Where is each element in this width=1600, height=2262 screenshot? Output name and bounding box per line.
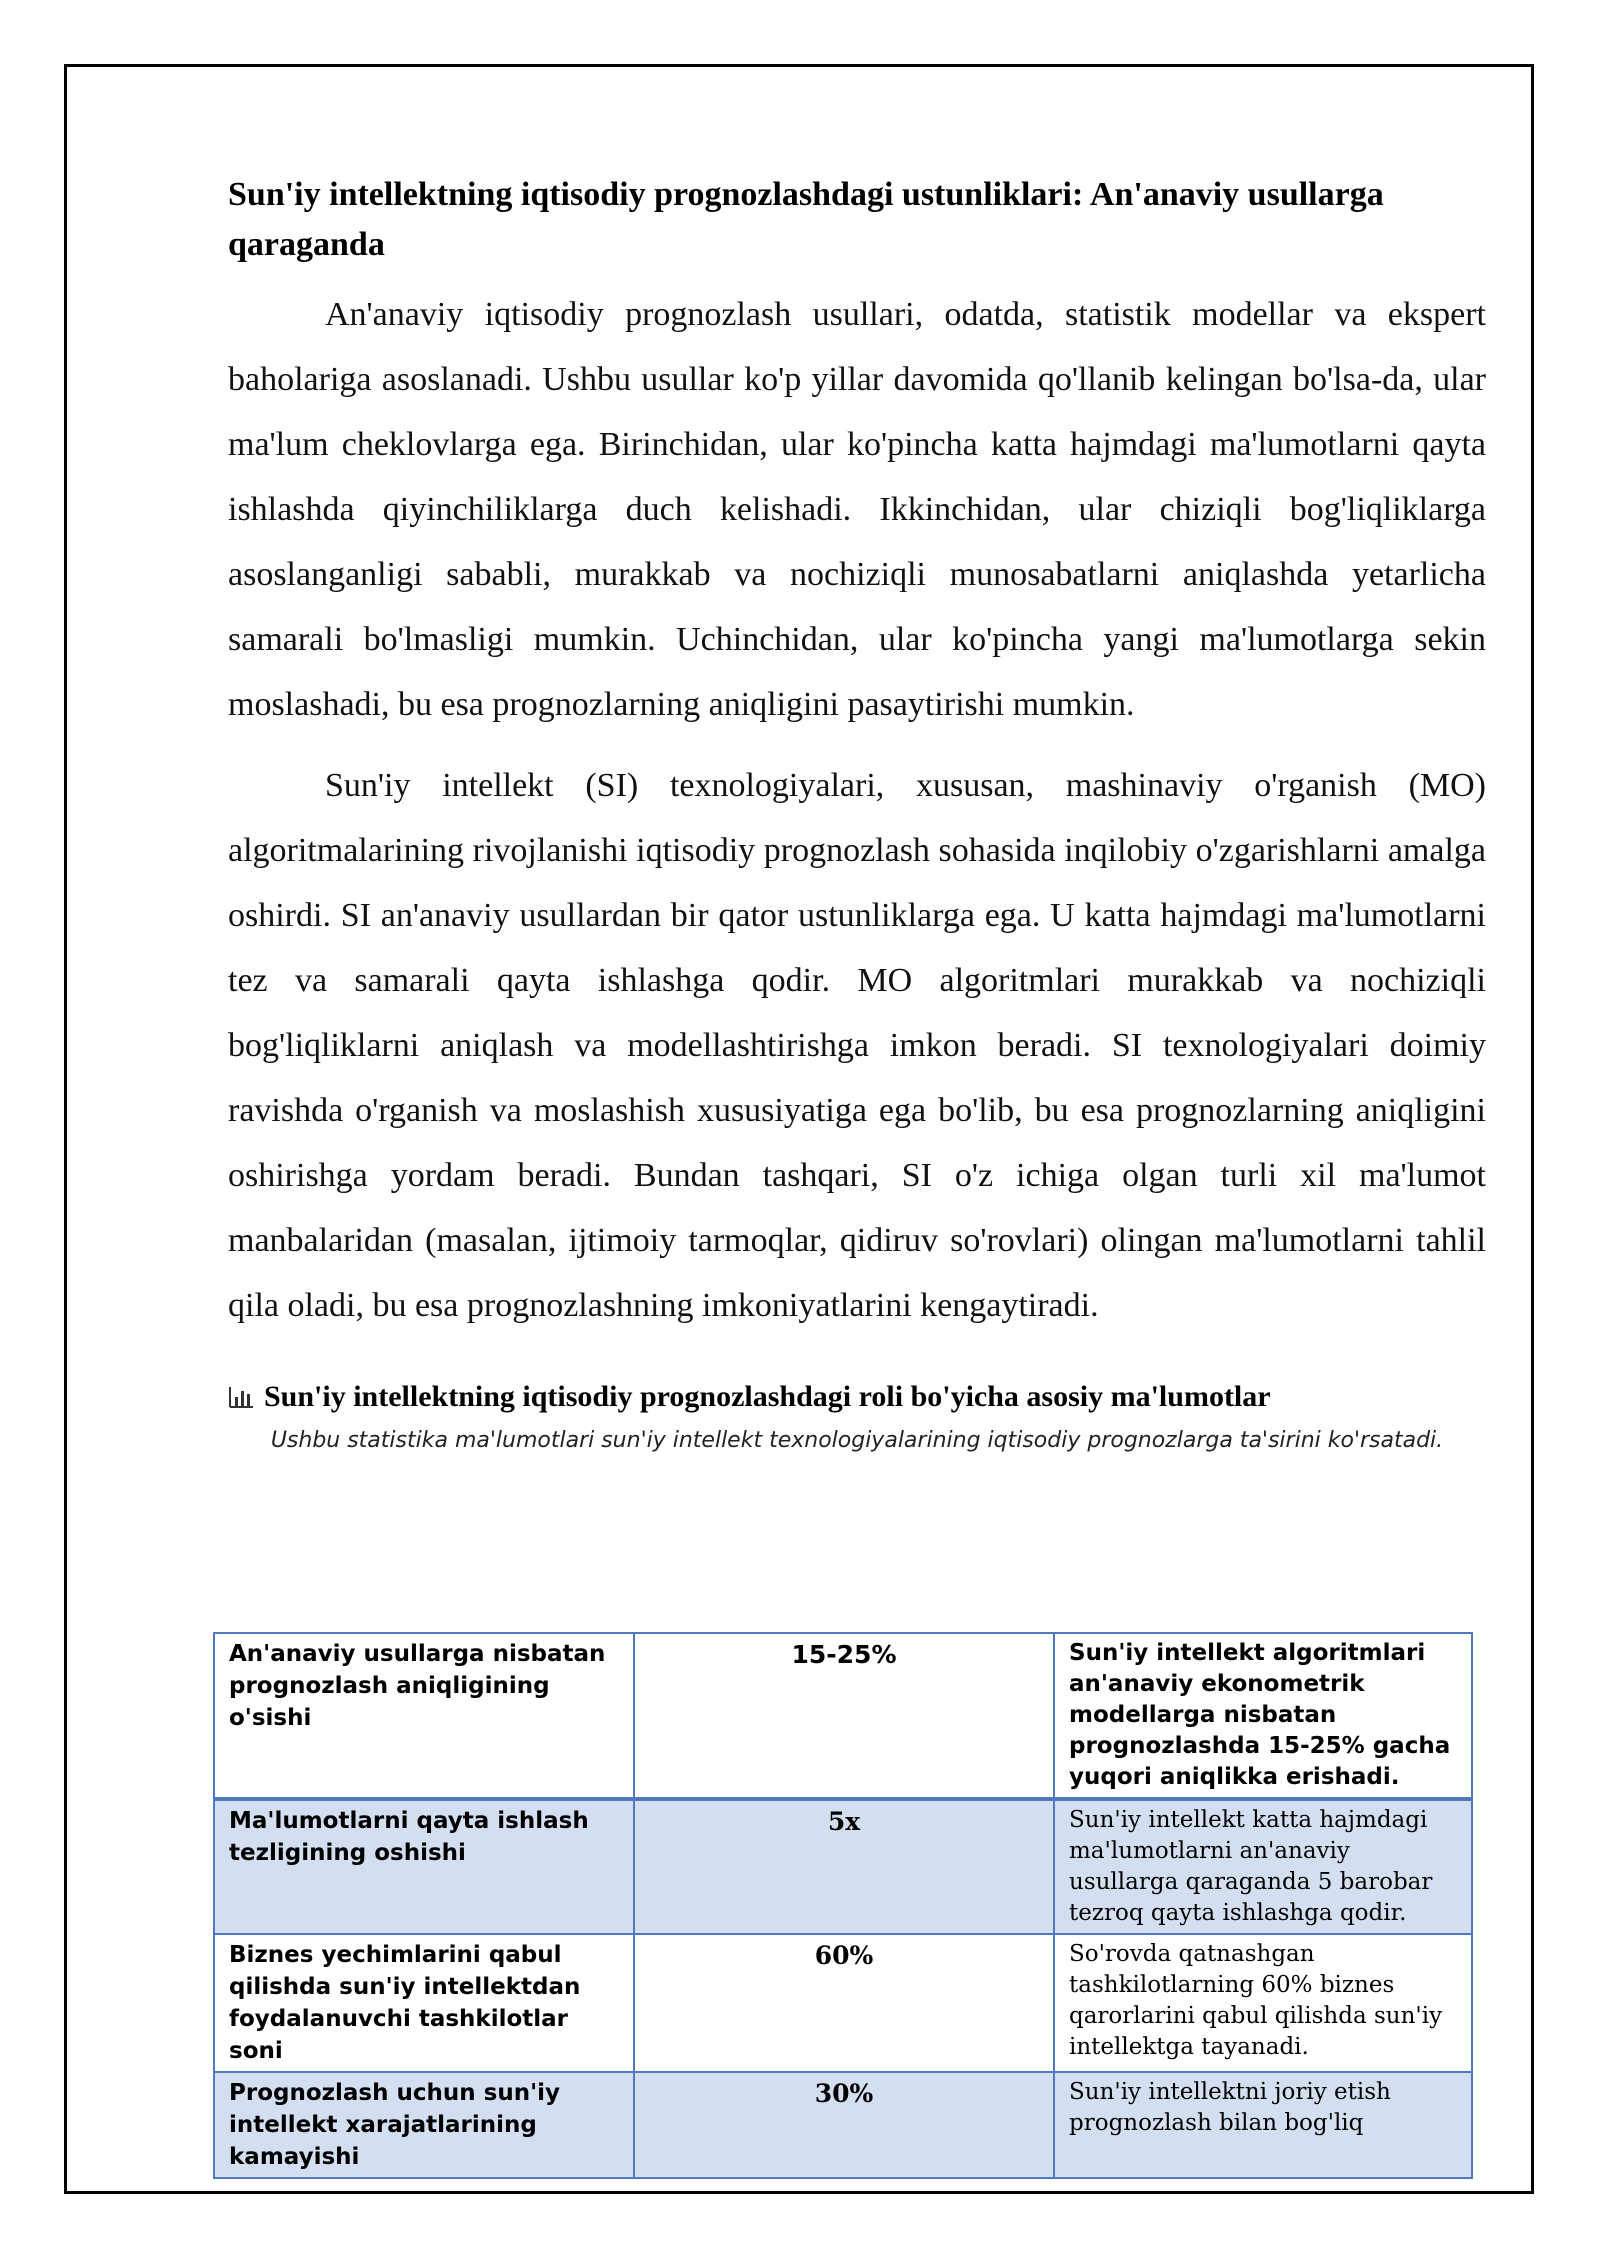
row-note: Sun'iy intellekt katta hajmdagi ma'lumotlarni an'anaviy usullarga qaraganda 5 barobar tezroq qayta ishlashga qodir. xyxy=(1054,1799,1472,1934)
row-label: Ma'lumotlarni qayta ishlash tezligining oshishi xyxy=(214,1799,634,1934)
table-row xyxy=(214,1633,1472,1799)
table-title-text: Sun'iy intellektning iqtisodiy prognozlashdagi roli bo'yicha asosiy ma'lumotlar xyxy=(264,1380,1271,1413)
row-value: 5x xyxy=(634,1799,1054,1934)
row-value: 15-25% xyxy=(634,1633,1054,1799)
row-label: Prognozlash uchun sun'iy intellekt xarajatlarining kamayishi xyxy=(214,2072,634,2178)
row-value: 30% xyxy=(634,2072,1054,2178)
row-label: An'anaviy usullarga nisbatan prognozlash aniqligining o'sishi xyxy=(214,1633,634,1799)
row-note: Sun'iy intellekt algoritmlari an'anaviy ekonometrik modellarga nisbatan prognozlashda 15-25% gacha yuqori aniqlikka erishadi. xyxy=(1054,1633,1472,1799)
document-body xyxy=(228,170,1486,1471)
section-heading: Sun'iy intellektning iqtisodiy prognozlashdagi ustunliklari: An'anaviy usullarga qaraganda xyxy=(228,176,1384,263)
bar-chart-icon xyxy=(228,1385,254,1409)
table-subtitle: Ushbu statistika ma'lumotlari sun'iy intellekt texnologiyalarining iqtisodiy prognozlarga ta'sirini ko'rsatadi. xyxy=(270,1428,1444,1453)
paragraph: Sun'iy intellekt (SI) texnologiyalari, xususan, mashinaviy o'rganish (MO) algoritmalarining rivojlanishi iqtisodiy prognozlash sohasida inqilobiy o'zgarishlarni amalga oshirdi. SI an'anaviy usullardan bir qator ustunliklarga ega. U katta hajmdagi ma'lumotlarni tez va samarali qayta ishlashga qodir. MO algoritmlari murakkab va nochiziqli bog'liqliklarni aniqlash va modellashtirishga imkon beradi. SI texnologiyalari doimiy ravishda o'rganish va moslashish xususiyatiga ega bo'lib, bu esa prognozlarning aniqligini oshirishga yordam beradi. Bundan tashqari, SI o'z ichiga olgan turli xil ma'lumot manbalaridan (masalan, ijtimoiy tarmoqlar, qidiruv so'rovlari) olingan ma'lumotlarni tahlil qila oladi, bu esa prognozlashning imkoniyatlarini kengaytiradi. xyxy=(228,767,1486,1324)
paragraph: An'anaviy iqtisodiy prognozlash usullari, odatda, statistik modellar va ekspert baholariga asoslanadi. Ushbu usullar ko'p yillar davomida qo'llanib kelingan bo'lsa-da, ular ma'lum cheklovlarga ega. Birinchidan, ular ko'pincha katta hajmdagi ma'lumotlarni qayta ishlashda qiyinchiliklarga duch kelishadi. Ikkinchidan, ular chiziqli bog'liqliklarga asoslanganligi sababli, murakkab va nochiziqli munosabatlarni aniqlashda yetarlicha samarali bo'lmasligi mumkin. Uchinchidan, ular ko'pincha yangi ma'lumotlarga sekin moslashadi, bu esa prognozlarning aniqligini pasaytirishi mumkin. xyxy=(228,296,1486,723)
row-label: Biznes yechimlarini qabul qilishda sun'iy intellektdan foydalanuvchi tashkilotlar soni xyxy=(214,1934,634,2072)
table-row xyxy=(214,1934,1472,2072)
table-row xyxy=(214,2072,1472,2178)
table-row xyxy=(214,1799,1472,1934)
row-note: So'rovda qatnashgan tashkilotlarning 60% biznes qarorlarini qabul qilishda sun'iy intellektga tayanadi. xyxy=(1054,1934,1472,2072)
table-title xyxy=(228,1380,1486,1414)
statistics-table xyxy=(213,1632,1473,2179)
row-note: Sun'iy intellektni joriy etish prognozlash bilan bog'liq xyxy=(1054,2072,1472,2178)
row-value: 60% xyxy=(634,1934,1054,2072)
